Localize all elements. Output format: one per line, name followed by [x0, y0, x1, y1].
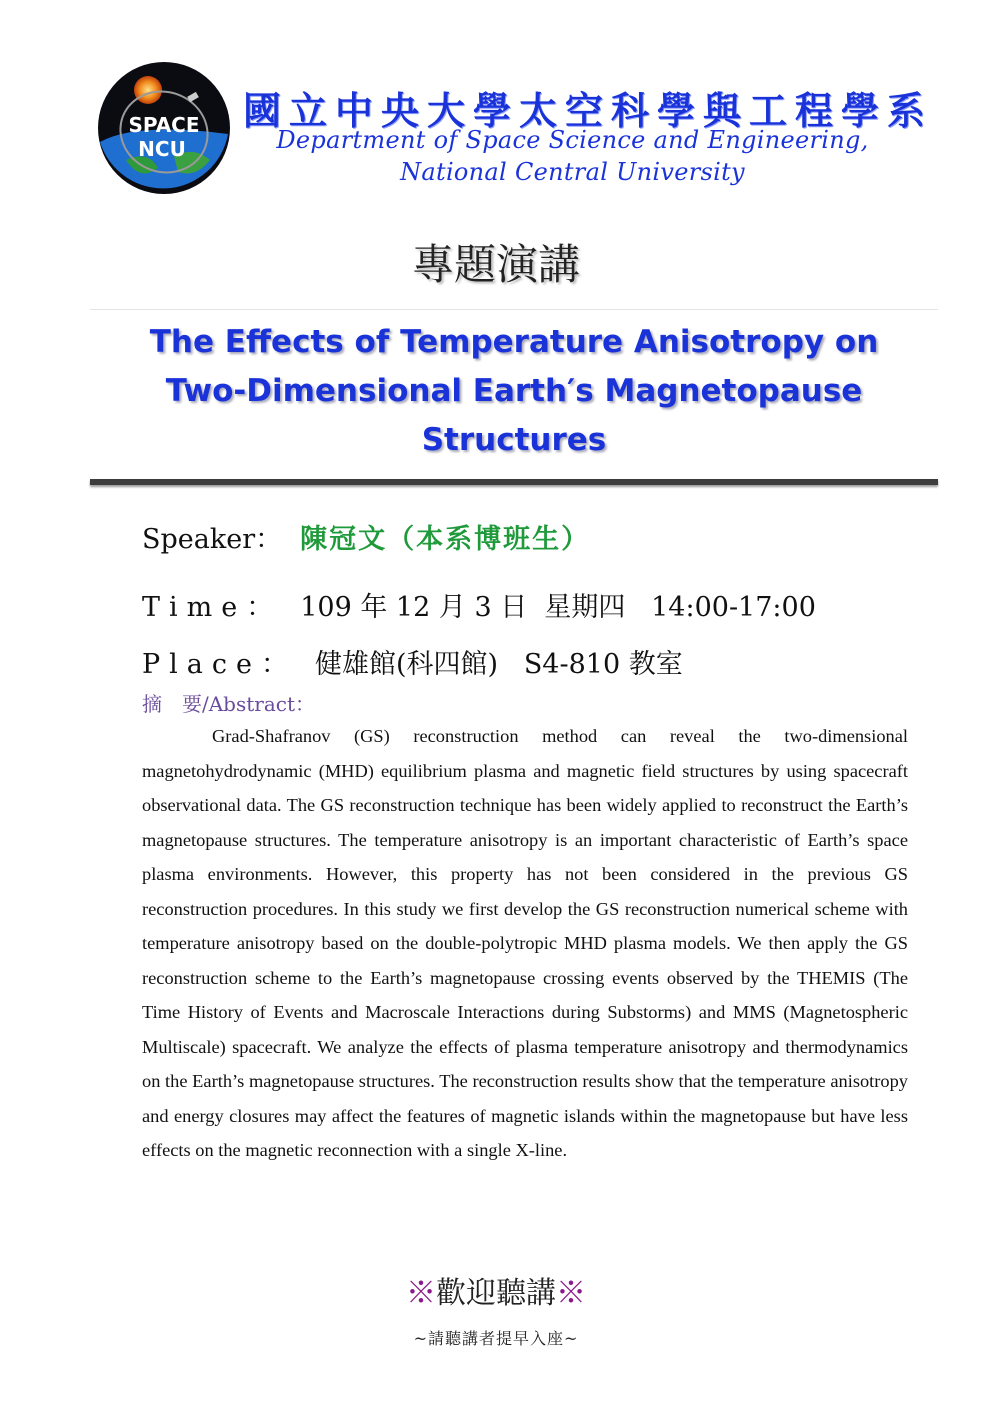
department-name-english [240, 124, 905, 188]
logo-text-space: SPACE [128, 113, 200, 137]
time-label: Time： [142, 592, 283, 623]
speaker-row [142, 517, 590, 556]
time-value: 109 年 12 月 3 日 星期四 14:00-17:00 [300, 592, 816, 623]
space-ncu-logo [96, 60, 232, 196]
place-row [142, 642, 683, 681]
welcome-banner [0, 1268, 992, 1312]
talk-title: The Effects of Temperature Anisotropy on Two-Dimensional Earth′s Magnetopause Structures [149, 324, 879, 458]
title-divider [90, 479, 938, 485]
logo-text-ncu: NCU [138, 137, 186, 161]
department-name-english-line2: National Central University [400, 158, 745, 186]
welcome-text: 歡迎聽講 [436, 1276, 556, 1311]
reference-mark-left: ※ [406, 1276, 436, 1311]
seminar-heading: 專題演講 [411, 240, 580, 289]
abstract-heading: 摘 要/Abstract： [142, 692, 316, 716]
top-divider [90, 309, 938, 310]
department-name-chinese: 國立中央大學太空科學與工程學系 [243, 88, 934, 133]
early-seating-note: ~請聽講者提早入座~ [413, 1329, 579, 1348]
department-name-english-line1: Department of Space Science and Engineering, [276, 126, 869, 154]
speaker-name: 陳冠文（本系博班生） [300, 524, 591, 555]
place-label: Place： [142, 649, 297, 680]
place-value: 健雄館(科四館) S4-810 教室 [315, 649, 683, 680]
reference-mark-right: ※ [556, 1276, 586, 1311]
abstract-text: Grad-Shafranov (GS) reconstruction method can reveal the two-dimensional magnetohydrodynamic (MHD) equilibrium plasma and magnetic field structures by using spacecraft observational data. The GS reconstruction technique has been widely applied to reconstruct the Earth’s magnetopause structures. The temperature anisotropy is an important characteristic of Earth’s space plasma environments. However, this property has not been considered in the previous GS reconstruction procedures. In this study we first develop the GS reconstruction numerical scheme with temperature anisotropy based on the double-polytropic MHD plasma models. We then apply the GS reconstruction scheme to the Earth’s magnetopause crossing events observed by the THEMIS (The Time History of Events and Macroscale Interactions during Substorms) and MMS (Magnetospheric Multiscale) spacecraft. We analyze the effects of plasma temperature anisotropy and thermodynamics on the Earth’s magnetopause structures. The reconstruction results show that the temperature anisotropy and energy closures may affect the features of magnetic islands within the magnetopause but have less effects on the magnetic reconnection with a single X-line. [142, 726, 908, 1160]
speaker-label: Speaker： [142, 524, 283, 555]
time-row [142, 585, 816, 624]
